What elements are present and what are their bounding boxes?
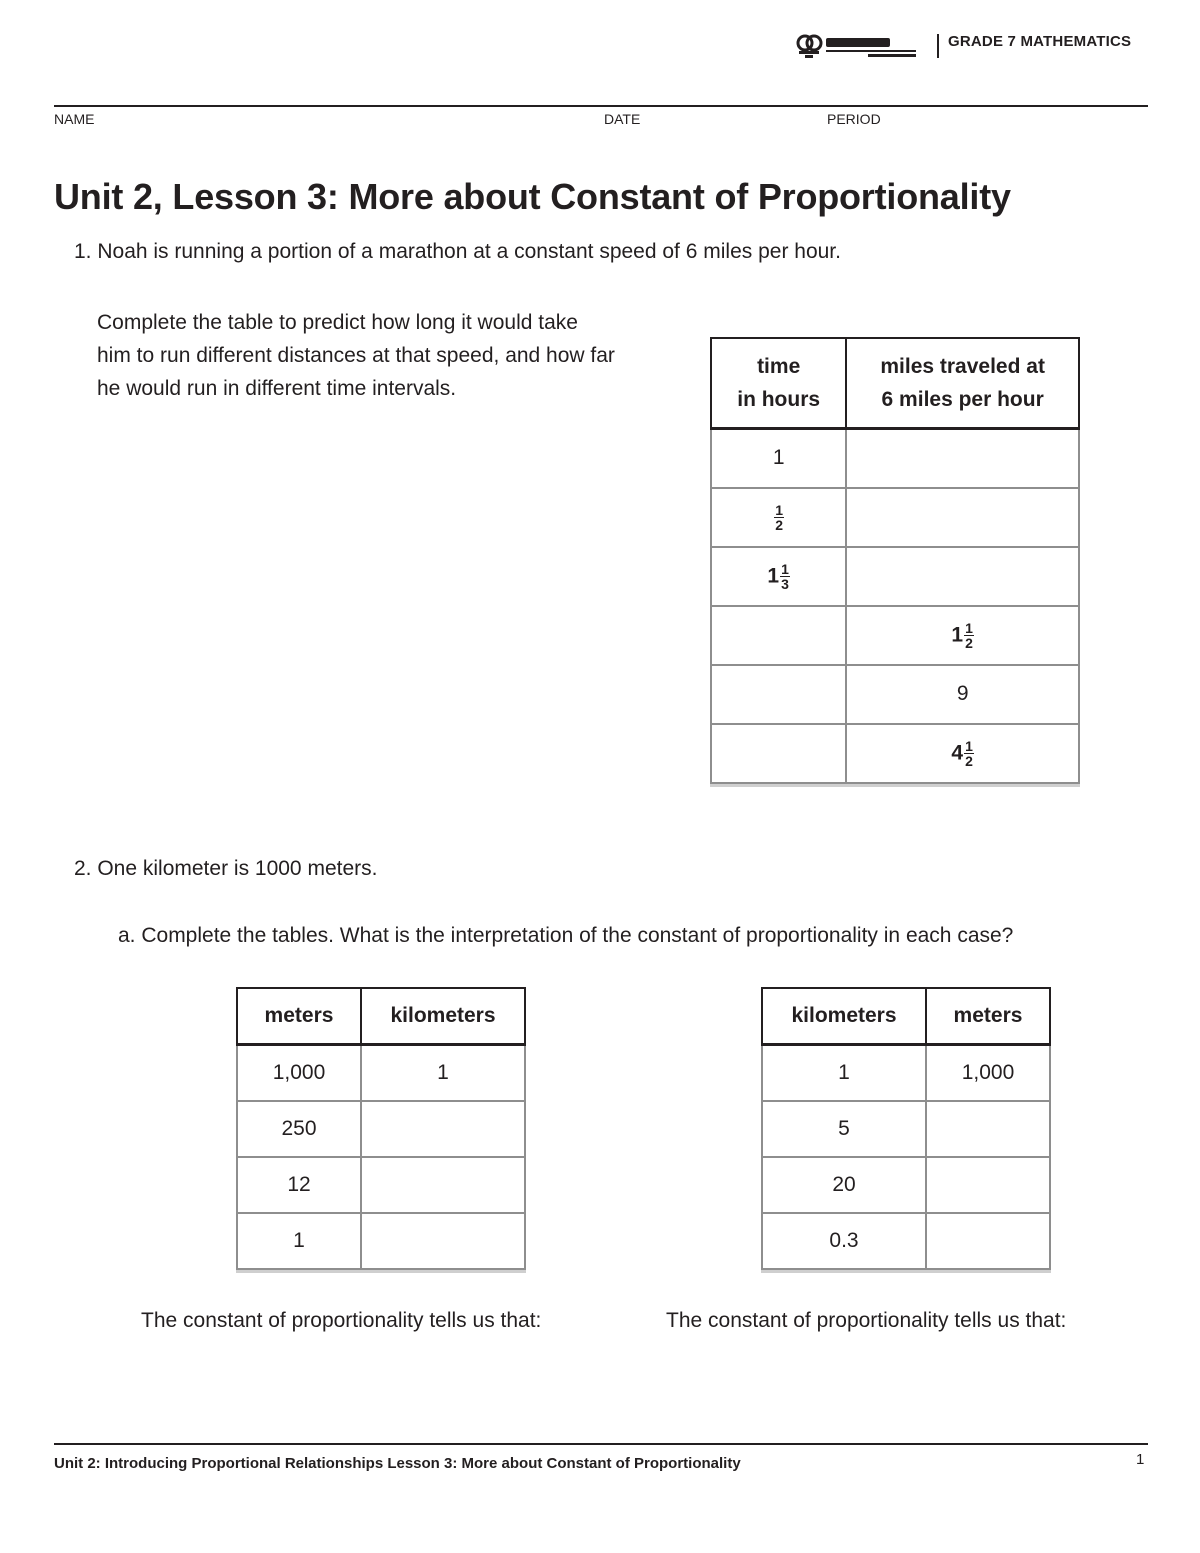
time-answer-cell[interactable]	[711, 665, 846, 724]
table-row	[762, 1101, 1050, 1157]
header-line: in hours	[737, 388, 821, 411]
table-row	[762, 1045, 1050, 1101]
open-up-resources-logo	[796, 34, 920, 62]
grade-label: GRADE 7 MATHEMATICS	[948, 33, 1132, 50]
question-1-instructions: Complete the table to predict how long it would take him to run different distances at that speed, and how far he would run in different time intervals.	[97, 311, 615, 400]
header-line: time	[757, 355, 801, 378]
date-field-label: DATE	[604, 111, 641, 127]
miles-cell	[846, 724, 1079, 783]
kilometers-answer-cell[interactable]	[361, 1101, 525, 1157]
denominator: 2	[775, 516, 784, 533]
page-number: 1	[1136, 1451, 1145, 1468]
denominator: 2	[965, 634, 973, 651]
whole-number: 1	[767, 564, 780, 587]
kilometers-cell: 0.3	[762, 1213, 926, 1269]
footer-rule	[54, 1443, 1148, 1445]
table-row	[711, 547, 1079, 606]
name-field-label: NAME	[54, 111, 95, 127]
table-row	[762, 1213, 1050, 1269]
meters-answer-cell[interactable]	[926, 1213, 1050, 1269]
kilometers-cell: 1	[361, 1045, 525, 1101]
meters-answer-cell[interactable]	[926, 1157, 1050, 1213]
fraction	[964, 739, 974, 768]
time-cell	[711, 547, 846, 606]
table-header-kilometers: kilometers	[361, 988, 525, 1045]
kilometers-cell: 1	[762, 1045, 926, 1101]
miles-answer-cell[interactable]	[846, 547, 1079, 606]
denominator: 3	[781, 575, 789, 592]
numerator: 1	[965, 619, 973, 636]
meters-answer-cell[interactable]	[926, 1101, 1050, 1157]
table-header-meters: meters	[926, 988, 1050, 1045]
table-header-kilometers: kilometers	[762, 988, 926, 1045]
period-field-label: PERIOD	[827, 111, 881, 127]
footer-lesson-title: Unit 2: Introducing Proportional Relationships Lesson 3: More about Constant of Proportionality	[54, 1455, 741, 1472]
numerator: 1	[775, 501, 784, 518]
kilometers-answer-cell[interactable]	[361, 1213, 525, 1269]
page-title: Unit 2, Lesson 3: More about Constant of Proportionality	[54, 176, 1011, 217]
kilometers-answer-cell[interactable]	[361, 1157, 525, 1213]
fraction	[774, 503, 784, 532]
table-header-time	[711, 338, 846, 429]
table-row	[237, 1045, 525, 1101]
miles-cell: 9	[846, 665, 1079, 724]
numerator: 1	[781, 560, 789, 577]
time-cell: 1	[711, 429, 846, 488]
header-line: 6 miles per hour	[881, 388, 1044, 411]
table-row	[237, 1157, 525, 1213]
table-row	[711, 724, 1079, 783]
table-header-meters: meters	[237, 988, 361, 1045]
question-2a-text: a. Complete the tables. What is the interpretation of the constant of proportionality in each case?	[118, 924, 1014, 947]
kilometers-cell: 5	[762, 1101, 926, 1157]
numerator: 1	[965, 737, 973, 754]
table-row	[237, 1101, 525, 1157]
miles-answer-cell[interactable]	[846, 488, 1079, 547]
time-answer-cell[interactable]	[711, 606, 846, 665]
constant-prompt-right: The constant of proportionality tells us that:	[666, 1309, 1067, 1332]
question-2-text: 2. One kilometer is 1000 meters.	[74, 857, 378, 880]
table-row	[711, 488, 1079, 547]
whole-number: 1	[951, 623, 964, 646]
header-divider	[937, 34, 939, 58]
question-1-text: 1. Noah is running a portion of a marathon at a constant speed of 6 miles per hour.	[74, 240, 841, 263]
whole-number: 4	[951, 741, 964, 764]
denominator: 2	[965, 752, 973, 769]
table-row	[711, 429, 1079, 488]
header-line: miles traveled at	[880, 355, 1045, 378]
meters-cell: 1,000	[926, 1045, 1050, 1101]
time-answer-cell[interactable]	[711, 724, 846, 783]
table-header-miles	[846, 338, 1079, 429]
header-rule	[54, 105, 1148, 107]
table-row	[711, 606, 1079, 665]
table-row	[237, 1213, 525, 1269]
fraction	[780, 562, 790, 591]
fraction	[964, 621, 974, 650]
meters-to-kilometers-table	[236, 987, 526, 1270]
meters-cell: 250	[237, 1101, 361, 1157]
kilometers-to-meters-table	[761, 987, 1051, 1270]
constant-prompt-left: The constant of proportionality tells us that:	[141, 1309, 542, 1332]
kilometers-cell: 20	[762, 1157, 926, 1213]
meters-cell: 12	[237, 1157, 361, 1213]
table-row	[711, 665, 1079, 724]
miles-answer-cell[interactable]	[846, 429, 1079, 488]
time-cell	[711, 488, 846, 547]
time-distance-table	[710, 337, 1080, 784]
meters-cell: 1	[237, 1213, 361, 1269]
table-row	[762, 1157, 1050, 1213]
miles-cell	[846, 606, 1079, 665]
meters-cell: 1,000	[237, 1045, 361, 1101]
